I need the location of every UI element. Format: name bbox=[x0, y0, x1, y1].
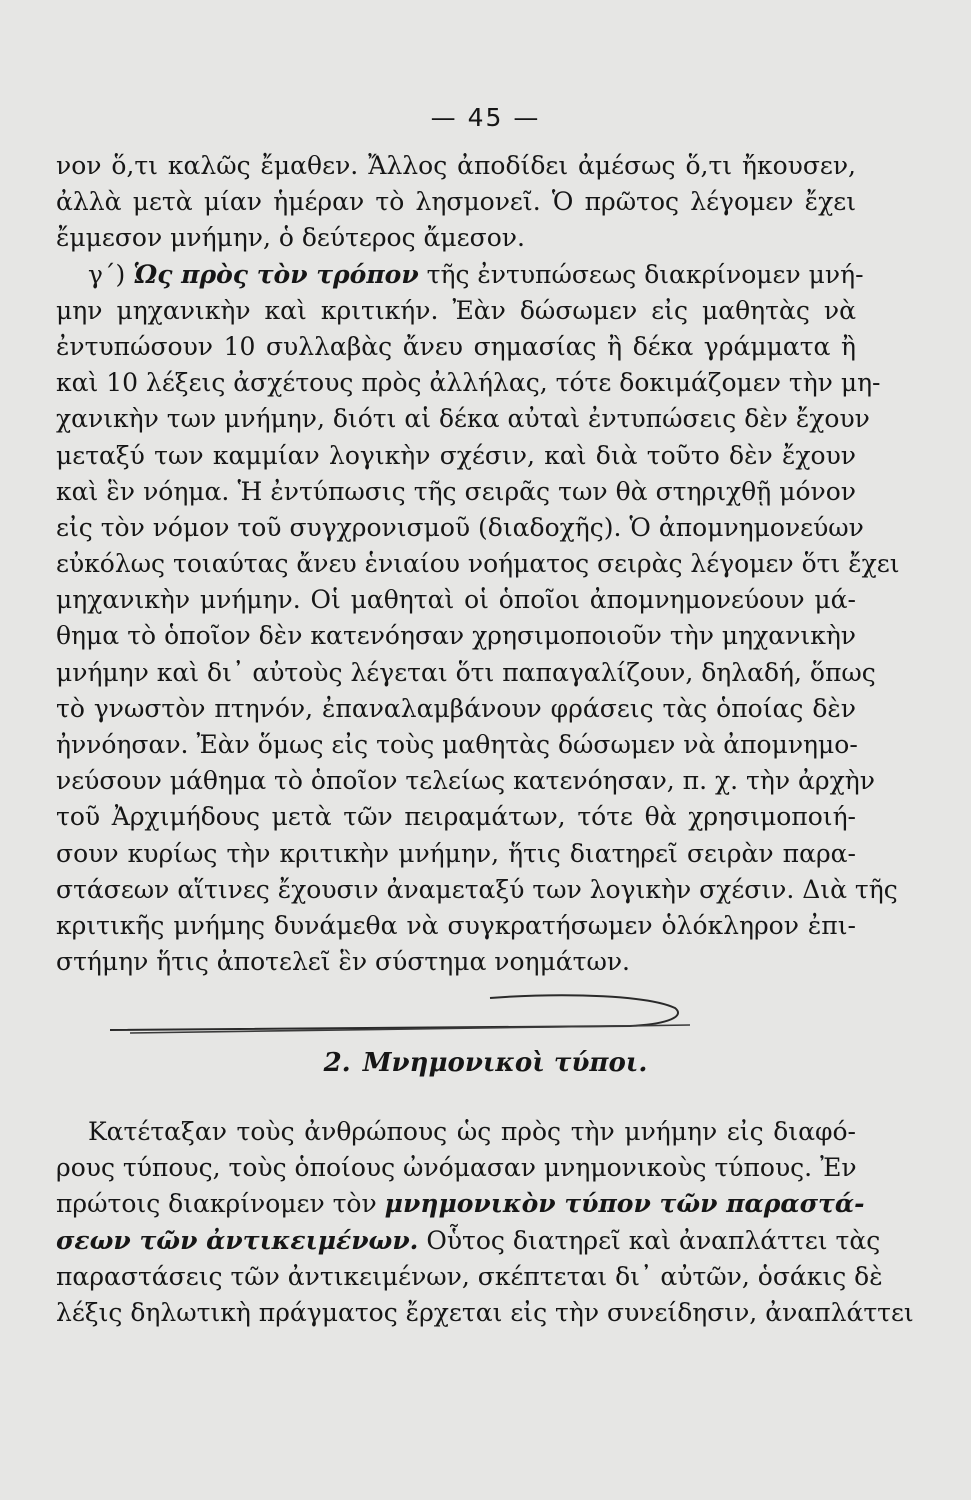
text-line: μεταξύ των καμμίαν λογικὴν σχέσιν, καὶ διὰ τοῦτο δὲν ἔχουν bbox=[56, 440, 856, 470]
text-line: κριτικῆς μνήμης δυνάμεθα νὰ συγκρατήσωμεν ὁλόκληρον ἐπι- bbox=[56, 910, 856, 940]
text-line: μνήμην καὶ δι᾽ αὐτοὺς λέγεται ὅτι παπαγαλίζουν, δηλαδή, ὅπως bbox=[56, 657, 876, 687]
text-line: Κατέταξαν τοὺς ἀνθρώπους ὡς πρὸς τὴν μνήμην εἰς διαφό- bbox=[88, 1117, 856, 1146]
text-line: στάσεων αἵτινες ἔχουσιν ἀναμεταξύ των λογικὴν σχέσιν. Διὰ τῆς bbox=[56, 874, 898, 904]
text-line bbox=[56, 1223, 881, 1259]
text-line: καὶ 10 λέξεις ἀσχέτους πρὸς ἀλλήλας, τότε δοκιμάζομεν τὴν μη- bbox=[56, 368, 881, 398]
pen-underline-mark bbox=[110, 990, 710, 1050]
emphasis-text: σεων τῶν ἀντικειμένων. bbox=[56, 1225, 419, 1255]
text-line: εὐκόλως τοιαύτας ἄνευ ἑνιαίου νοήματος σειρὰς λέγομεν ὅτι ἔχει bbox=[56, 549, 900, 579]
text-line: χανικὴν των μνήμην, διότι αἱ δέκα αὐταὶ ἐντυπώσεις δὲν ἔχουν bbox=[56, 404, 870, 434]
text-line: εἰς τὸν νόμον τοῦ συγχρονισμοῦ (διαδοχῆς). Ὁ ἀπομνημονεύων bbox=[56, 512, 864, 542]
text-line: παραστάσεις τῶν ἀντικειμένων, σκέπτεται δι᾽ αὐτῶν, ὁσάκις δὲ bbox=[56, 1261, 883, 1291]
section-number: 2. bbox=[323, 1048, 351, 1078]
text-line: ἀλλὰ μετὰ μίαν ἡμέραν τὸ λησμονεῖ. Ὁ πρῶτος λέγομεν ἔχει bbox=[56, 187, 856, 217]
text-line: τὸ γνωστὸν πτηνόν, ἐπαναλαμβάνουν φράσεις τὰς ὁποίας δὲν bbox=[56, 693, 856, 723]
text-line: ἐντυπώσουν 10 συλλαβὰς ἄνευ σημασίας ἢ δέκα γράμματα ἢ bbox=[56, 331, 856, 361]
text-line: μην μηχανικὴν καὶ κριτικήν. Ἐὰν δώσωμεν εἰς μαθητὰς νὰ bbox=[56, 295, 856, 325]
emphasis-text: Ὡς πρὸς τὸν τρόπον bbox=[133, 259, 419, 289]
text-line: στήμην ἥτις ἀποτελεῖ ἓν σύστημα νοημάτων. bbox=[56, 947, 630, 977]
text-line: τοῦ Ἀρχιμήδους μετὰ τῶν πειραμάτων, τότε θὰ χρησιμοποιή- bbox=[56, 802, 856, 832]
text-line: σουν κυρίως τὴν κριτικὴν μνήμην, ἥτις διατηρεῖ σειρὰν παρα- bbox=[56, 838, 856, 868]
text-run: γ΄) bbox=[88, 259, 134, 289]
body-text-lower bbox=[56, 1114, 914, 1331]
text-line: θημα τὸ ὁποῖον δὲν κατενόησαν χρησιμοποιοῦν τὴν μηχανικὴν bbox=[56, 621, 856, 651]
text-line: νεύσουν μάθημα τὸ ὁποῖον τελείως κατενόησαν, π. χ. τὴν ἀρχὴν bbox=[56, 766, 875, 796]
text-line: ρους τύπους, τοὺς ὁποίους ὠνόμασαν μνημονικοὺς τύπους. Ἐν bbox=[56, 1153, 857, 1183]
emphasis-text: μνημονικὸν τύπον τῶν παραστά- bbox=[384, 1189, 865, 1219]
section-title: Μνημονικοὶ τύποι. bbox=[362, 1048, 648, 1078]
text-run: πρώτοις διακρίνομεν τὸν bbox=[56, 1189, 385, 1219]
text-line: καὶ ἓν νόημα. Ἡ ἐντύπωσις τῆς σειρᾶς των θὰ στηριχθῇ μόνον bbox=[56, 476, 856, 506]
text-line bbox=[56, 257, 864, 293]
text-line: λέξις δηλωτικὴ πράγματος ἔρχεται εἰς τὴν συνείδησιν, ἀναπλάττει bbox=[56, 1297, 914, 1327]
text-line: νον ὅ,τι καλῶς ἔμαθεν. Ἄλλος ἀποδίδει ἀμέσως ὅ,τι ἤκουσεν, bbox=[56, 151, 856, 180]
text-line: ἔμμεσον μνήμην, ὁ δεύτερος ἄμεσον. bbox=[56, 223, 525, 253]
page-number: — 45 — bbox=[430, 103, 541, 132]
text-line bbox=[56, 1186, 865, 1222]
body-text-upper bbox=[56, 148, 900, 980]
text-line: μηχανικὴν μνήμην. Οἱ μαθηταὶ οἱ ὁποῖοι ἀπομνημονεύουν μά- bbox=[56, 585, 856, 615]
text-line: ἠννόησαν. Ἐὰν ὅμως εἰς τοὺς μαθητὰς δώσωμεν νὰ ἀπομνημο- bbox=[56, 730, 858, 759]
text-run: Οὗτος διατηρεῖ καὶ ἀναπλάττει τὰς bbox=[418, 1225, 881, 1255]
text-run: τῆς ἐντυπώσεως διακρίνομεν μνή- bbox=[418, 259, 864, 289]
section-heading bbox=[0, 1048, 971, 1078]
